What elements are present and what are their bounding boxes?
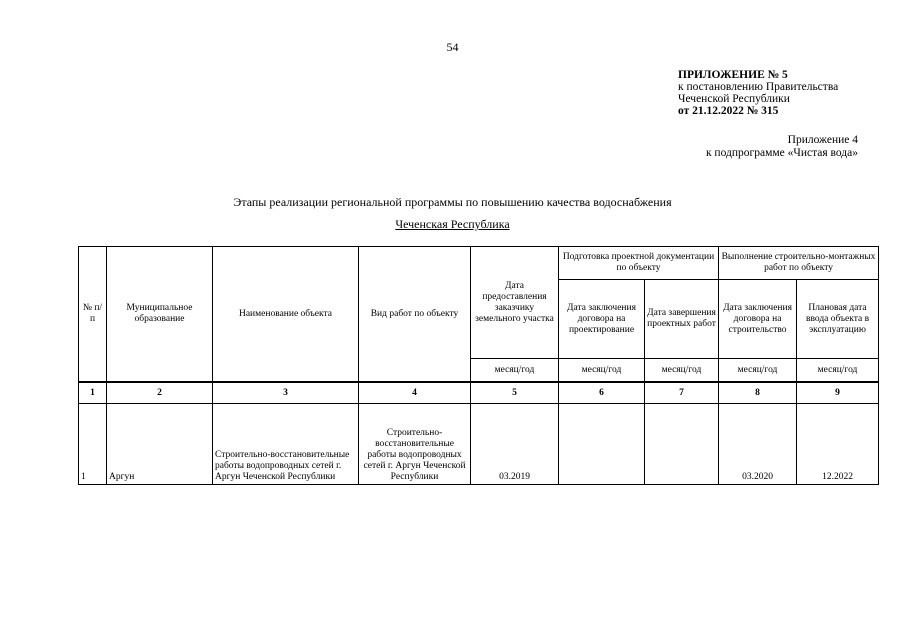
row-land-date: 03.2019 bbox=[471, 404, 559, 485]
row-design-contract-date bbox=[559, 404, 645, 485]
column-number-row bbox=[79, 382, 879, 404]
appendix-line-3: Чеченской Республики bbox=[678, 93, 790, 105]
header-land-date: Дата предоставления заказчику земельного участка bbox=[471, 247, 559, 359]
header-design-contract-date: Дата заключения договора на проектирование bbox=[559, 280, 645, 359]
column-number: 7 bbox=[645, 382, 719, 404]
column-number: 9 bbox=[797, 382, 879, 404]
document-subtitle: Чеченская Республика bbox=[395, 217, 510, 231]
column-number: 4 bbox=[359, 382, 471, 404]
column-number: 2 bbox=[107, 382, 213, 404]
column-number: 3 bbox=[213, 382, 359, 404]
annex-line-1: Приложение 4 bbox=[787, 134, 858, 146]
annex-header bbox=[706, 134, 858, 160]
header-design-group: Подготовка проектной документации по объекту bbox=[559, 247, 719, 280]
header-work-type: Вид работ по объекту bbox=[359, 247, 471, 383]
column-number: 5 bbox=[471, 382, 559, 404]
unit-cell: месяц/год bbox=[645, 359, 719, 383]
row-construction-contract-date: 03.2020 bbox=[719, 404, 797, 485]
appendix-header bbox=[678, 69, 838, 117]
header-municipality: Муниципальное образование bbox=[107, 247, 213, 383]
header-construction-group: Выполнение строительно-монтажных работ по объекту bbox=[719, 247, 879, 280]
row-work-type: Строительно-восстановительные работы водопроводных сетей г. Аргун Чеченской Республики bbox=[359, 404, 471, 485]
header-construction-contract-date: Дата заключения договора на строительство bbox=[719, 280, 797, 359]
header-object-name: Наименование объекта bbox=[213, 247, 359, 383]
document-title: Этапы реализации региональной программы по повышению качества водоснабжения bbox=[233, 195, 672, 209]
appendix-line-4: от 21.12.2022 № 315 bbox=[678, 105, 779, 117]
appendix-line-2: к постановлению Правительства bbox=[678, 81, 839, 93]
row-object-name: Строительно-восстановительные работы водопроводных сетей г. Аргун Чеченской Республики bbox=[213, 404, 359, 485]
appendix-line-1: ПРИЛОЖЕНИЕ № 5 bbox=[678, 69, 788, 81]
row-design-finish-date bbox=[645, 404, 719, 485]
annex-line-2: к подпрограмме «Чистая вода» bbox=[705, 147, 858, 159]
header-design-finish-date: Дата завершения проектных работ bbox=[645, 280, 719, 359]
unit-cell: месяц/год bbox=[471, 359, 559, 383]
unit-cell: месяц/год bbox=[559, 359, 645, 383]
unit-cell: месяц/год bbox=[719, 359, 797, 383]
header-no: № п/п bbox=[79, 247, 107, 383]
row-no: 1 bbox=[79, 404, 107, 485]
header-commissioning-date: Плановая дата ввода объекта в эксплуатацию bbox=[797, 280, 879, 359]
column-number: 6 bbox=[559, 382, 645, 404]
header-row-1 bbox=[79, 247, 879, 280]
stages-table bbox=[78, 246, 879, 485]
table-row bbox=[79, 404, 879, 485]
page-number: 54 bbox=[446, 40, 459, 54]
column-number: 8 bbox=[719, 382, 797, 404]
column-number: 1 bbox=[79, 382, 107, 404]
row-commissioning-date: 12.2022 bbox=[797, 404, 879, 485]
unit-cell: месяц/год bbox=[797, 359, 879, 383]
row-municipality: Аргун bbox=[107, 404, 213, 485]
